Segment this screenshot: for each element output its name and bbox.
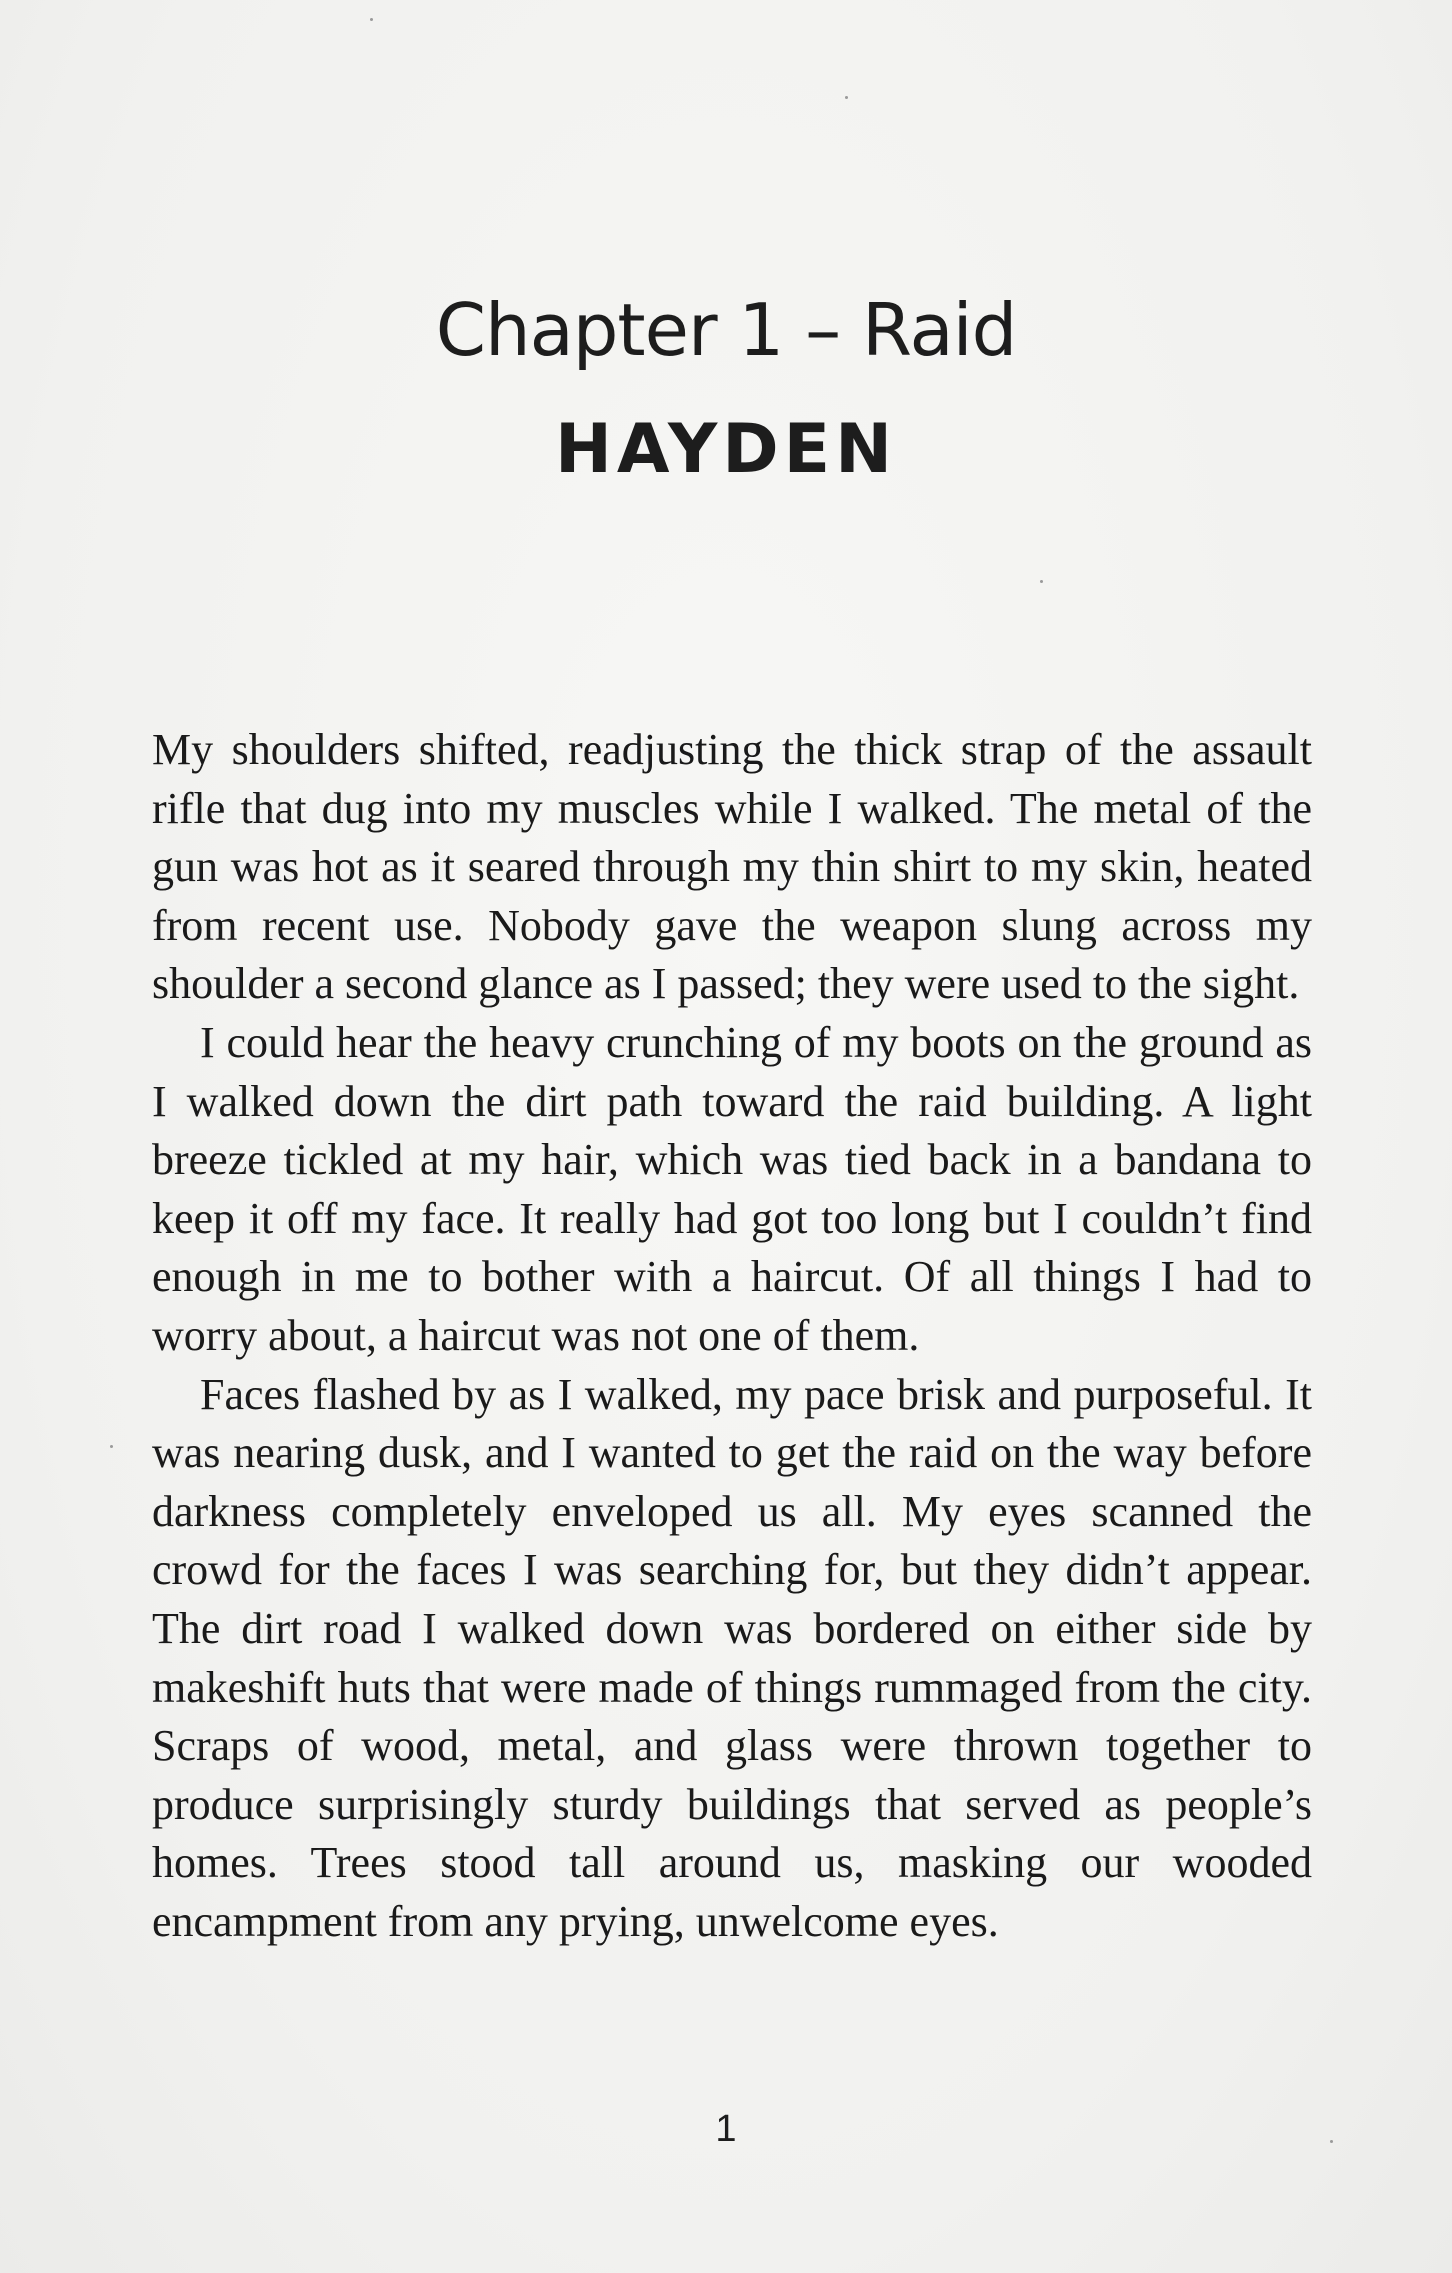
chapter-body	[152, 721, 1312, 1951]
chapter-pov-heading: HAYDEN	[554, 410, 898, 489]
chapter-title: Chapter 1 – Raid	[435, 288, 1017, 372]
scan-speck	[110, 1445, 113, 1448]
scan-speck	[1330, 2140, 1333, 2143]
paragraph-3: Faces flashed by as I walked, my pace brisk and purposeful. It was nearing dusk, and I wanted to get the raid on the way before darkness completely enveloped us all. My eyes scanned the crowd for the faces I was searching for, but they didn’t appear. The dirt road I walked down was bordered on either side by makeshift huts that were made of things rummaged from the city. Scraps of wood, metal, and glass were thrown together to produce surprisingly sturdy buildings that served as people’s homes. Trees stood tall around us, masking our wooded encampment from any prying, unwelcome eyes.	[152, 1369, 1312, 1946]
scan-speck	[370, 18, 373, 21]
page-number: 1	[715, 2108, 737, 2150]
paragraph-1: My shoulders shifted, readjusting the thick strap of the assault rifle that dug into my muscles while I walked. The metal of the gun was hot as it seared through my thin shirt to my skin, heated from recent use. Nobody gave the weapon slung across my shoulder a second glance as I passed; they were used to the sight.	[152, 725, 1312, 1009]
paragraph-2: I could hear the heavy crunching of my boots on the ground as I walked down the dirt path toward the raid building. A light breeze tickled at my hair, which was tied back in a bandana to keep it off my face. It really had got too long but I couldn’t find enough in me to bother with a haircut. Of all things I had to worry about, a haircut was not one of them.	[152, 1017, 1312, 1360]
scan-speck	[845, 96, 848, 99]
scan-speck	[1040, 580, 1043, 583]
